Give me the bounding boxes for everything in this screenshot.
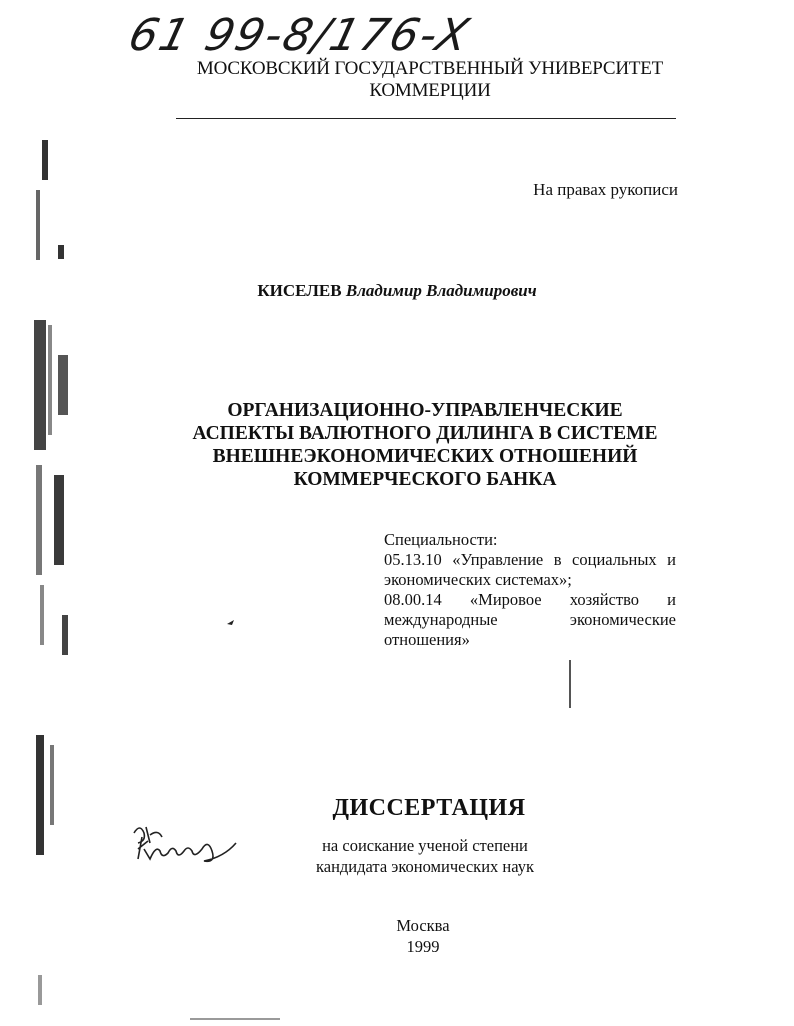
title-line: ВНЕШНЕЭКОНОМИЧЕСКИХ ОТНОШЕНИЙ <box>212 446 638 467</box>
rights-note: На правах рукописи <box>533 180 678 199</box>
header-divider <box>176 118 676 119</box>
title-line: ОРГАНИЗАЦИОННО-УПРАВЛЕНЧЕСКИЕ <box>227 400 623 421</box>
university-name-line1: МОСКОВСКИЙ ГОСУДАРСТВЕННЫЙ УНИВЕРСИТЕТ <box>196 58 664 79</box>
specialties-heading: Специальности: <box>384 530 498 549</box>
author-surname: КИСЕЛЕВ <box>257 281 342 300</box>
scan-speck <box>226 618 236 628</box>
specialties-block <box>384 530 676 650</box>
specialty-line: экономических системах»; <box>384 570 572 589</box>
scan-margin-artifacts <box>28 95 88 1015</box>
degree-line: кандидата экономических наук <box>315 857 534 876</box>
author-signature <box>128 815 268 875</box>
title-line: КОММЕРЧЕСКОГО БАНКА <box>293 469 557 490</box>
university-header <box>150 58 710 102</box>
author-given-names: Владимир Владимирович <box>345 281 537 300</box>
city: Москва <box>396 916 450 935</box>
specialty-line: 08.00.14 «Мировое хозяйство и <box>384 590 676 609</box>
title-line: АСПЕКТЫ ВАЛЮТНОГО ДИЛИНГА В СИСТЕМЕ <box>192 423 658 444</box>
degree-line: на соискание ученой степени <box>322 836 528 855</box>
specialty-line: отношения» <box>384 630 470 649</box>
place-and-year <box>0 915 794 957</box>
document-type-heading: ДИССЕРТАЦИЯ <box>332 795 526 821</box>
catalog-number-handwritten: 61 99-8/176-X <box>123 10 476 61</box>
specialty-line: 05.13.10 «Управление в социальных и <box>384 550 676 569</box>
university-name-line2: КОММЕРЦИИ <box>369 80 491 101</box>
year: 1999 <box>406 937 440 956</box>
author-name <box>0 281 794 301</box>
dissertation-title <box>100 399 750 491</box>
specialty-line: международные экономические <box>384 610 676 629</box>
degree-statement <box>0 835 794 877</box>
scan-line-mark <box>569 660 571 708</box>
scan-bottom-smudge <box>190 1018 280 1020</box>
